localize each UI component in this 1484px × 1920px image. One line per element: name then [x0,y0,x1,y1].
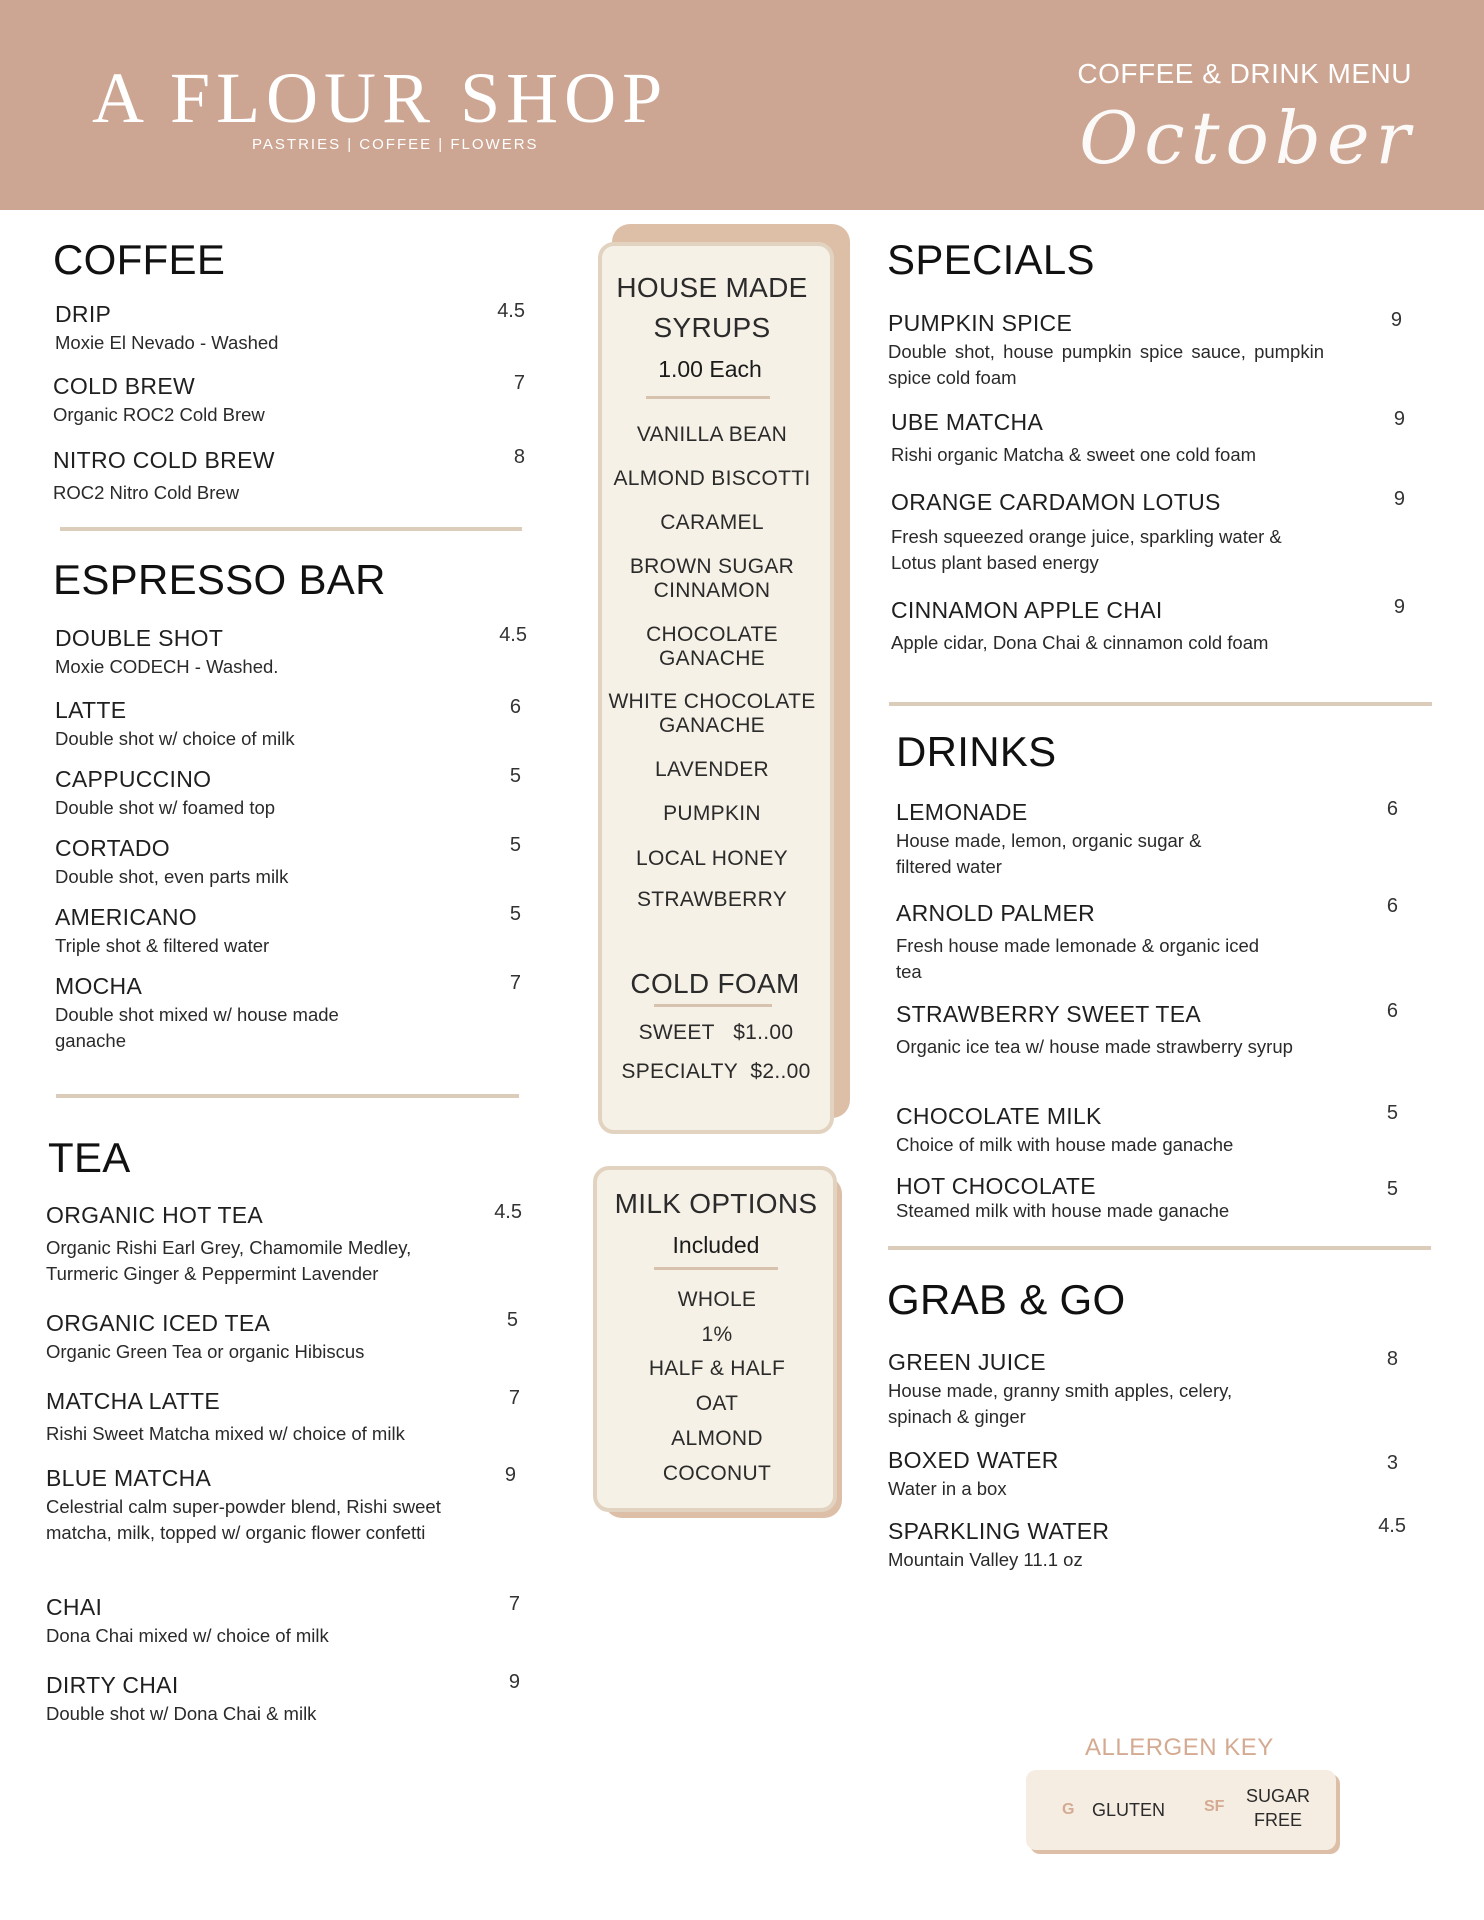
menu-item [55,972,521,1054]
item-price: 6 [1386,798,1398,820]
item-price: 6 [1386,1000,1398,1022]
item-name: CORTADO [55,835,170,861]
item-name: LEMONADE [896,799,1028,825]
item-description: Organic Green Tea or organic Hibiscus [46,1341,365,1362]
menu-month: October [1079,96,1416,180]
item-description: Mountain Valley 11.1 oz [888,1549,1083,1570]
menu-item [888,1348,1398,1430]
milk-rule [654,1267,778,1270]
section-title-drinks: DRINKS [896,728,1057,775]
section-title-tea: TEA [48,1134,131,1181]
milk-option: ALMOND [671,1427,763,1450]
menu-item [891,488,1405,576]
menu-item [53,372,525,428]
sugar-free-code: SF [1204,1798,1225,1815]
item-name: SPARKLING WATER [888,1518,1110,1544]
item-description: Fresh squeezed orange juice, sparkling water & Lotus plant based energy [891,526,1282,573]
item-description: Double shot, house pumpkin spice sauce, pumpkin spice cold foam [888,341,1324,388]
item-name: GREEN JUICE [888,1349,1046,1375]
section-title-grab-go: GRAB & GO [887,1276,1126,1323]
item-description: Moxie El Nevado - Washed [55,332,279,353]
syrup-option: ALMOND BISCOTTI [613,467,811,490]
menu-item [888,309,1402,391]
item-price: 9 [1390,309,1402,331]
cold-foam-option [600,1060,832,1084]
milk-option: WHOLE [677,1288,757,1311]
menu-item [888,1446,1398,1502]
menu-item [53,446,525,506]
cold-foam-title: COLD FOAM [630,968,800,999]
item-description: Double shot mixed w/ house made ganache [55,1004,339,1051]
item-description: Double shot w/ foamed top [55,797,276,818]
section-title-specials: SPECIALS [887,236,1095,283]
section-divider [888,1246,1431,1250]
section-divider [889,702,1432,706]
item-description: Water in a box [888,1478,1007,1499]
sugar-free-label-line2: FREE [1253,1810,1302,1830]
item-name: CHOCOLATE MILK [896,1103,1102,1129]
syrup-option: LOCAL HONEY [636,847,788,870]
item-price: 9 [1393,596,1405,618]
shop-tagline: PASTRIES | COFFEE | FLOWERS [252,136,539,153]
item-description: Double shot, even parts milk [55,866,289,887]
item-name: DRIP [55,301,112,327]
item-description: Double shot w/ Dona Chai & milk [46,1703,317,1724]
item-description: House made, granny smith apples, celery, spinach & ginger [888,1380,1233,1427]
item-name: UBE MATCHA [891,409,1044,435]
gluten-label: GLUTEN [1092,1800,1166,1820]
item-price: 9 [1393,408,1405,430]
item-price: 4.5 [1378,1515,1406,1537]
item-price: 4.5 [497,300,525,322]
menu-item [46,1387,520,1447]
menu-item [888,1517,1406,1573]
menu-item [896,1000,1398,1060]
item-price: 9 [1393,488,1405,510]
item-name: CINNAMON APPLE CHAI [891,597,1163,623]
item-price: 6 [509,696,521,718]
section-divider [56,1094,519,1098]
item-price: 7 [513,372,525,394]
item-name: HOT CHOCOLATE [896,1173,1096,1199]
item-price: 8 [1386,1348,1398,1370]
item-price: 4.5 [494,1201,522,1223]
cold-foam-price: $2..00 [750,1060,811,1083]
item-price: 5 [1386,1178,1398,1200]
syrup-option: STRAWBERRY [636,888,788,911]
syrup-option: BROWN SUGAR CINNAMON [629,555,795,602]
menu-item [46,1593,520,1649]
item-price: 5 [509,765,521,787]
item-name: CAPPUCCINO [55,766,212,792]
section-divider [60,527,522,531]
item-description: Steamed milk with house made ganache [896,1200,1230,1221]
item-price: 3 [1386,1452,1398,1474]
menu-item [55,834,521,890]
milk-subtitle: Included [672,1232,760,1258]
item-description: Moxie CODECH - Washed. [55,656,279,677]
item-price: 5 [506,1309,518,1331]
milk-option: OAT [695,1392,739,1415]
sugar-free-label-line1: SUGAR [1245,1786,1310,1806]
item-price: 6 [1386,895,1398,917]
menu-item [55,903,521,959]
syrup-option: VANILLA BEAN [636,423,788,446]
item-name: ORGANIC HOT TEA [46,1202,264,1228]
item-price: 5 [1386,1102,1398,1124]
item-description: Organic ice tea w/ house made strawberry syrup [896,1036,1293,1057]
menu-item [896,1102,1398,1158]
syrup-price: 1.00 Each [658,356,762,382]
item-price: 7 [508,1593,520,1615]
menu-item [46,1464,516,1546]
item-price: 8 [513,446,525,468]
item-description: Choice of milk with house made ganache [896,1134,1234,1155]
item-price: 9 [508,1671,520,1693]
syrup-option: PUMPKIN [663,802,761,825]
syrup-option: WHITE CHOCOLATE GANACHE [608,690,816,737]
item-price: 7 [508,1387,520,1409]
item-name: ORGANIC ICED TEA [46,1310,271,1336]
syrup-option: LAVENDER [654,758,770,781]
item-name: COLD BREW [53,373,195,399]
item-description: Rishi Sweet Matcha mixed w/ choice of milk [46,1423,405,1444]
item-name: MATCHA LATTE [46,1388,220,1414]
milk-option: 1% [701,1323,733,1346]
menu-item [46,1309,518,1365]
item-name: DOUBLE SHOT [55,625,224,651]
milk-option: COCONUT [662,1462,772,1485]
item-name: CHAI [46,1594,103,1620]
menu-item [46,1201,522,1287]
syrup-option: CHOCOLATE GANACHE [646,623,778,670]
item-price: 7 [509,972,521,994]
item-name: MOCHA [55,973,143,999]
sugar-free-label [1236,1784,1320,1832]
item-name: BLUE MATCHA [46,1465,212,1491]
item-description: Organic ROC2 Cold Brew [53,404,265,425]
section-title-coffee: COFFEE [53,236,226,283]
menu-item [891,408,1405,468]
item-description: Triple shot & filtered water [55,935,270,956]
item-description: Dona Chai mixed w/ choice of milk [46,1625,329,1646]
menu-item [896,1172,1398,1224]
menu-item [55,765,521,821]
item-description: Celestrial calm super-powder blend, Rishi sweet matcha, milk, topped w/ organic flower confetti [46,1496,441,1543]
syrup-option: CARAMEL [660,511,764,534]
item-price: 4.5 [499,624,527,646]
item-price: 5 [509,834,521,856]
menu-item [46,1671,520,1727]
syrup-title-line2: SYRUPS [653,312,771,343]
item-price: 5 [509,903,521,925]
menu-item [55,696,521,752]
item-name: ARNOLD PALMER [896,900,1096,926]
item-description: ROC2 Nitro Cold Brew [53,482,240,503]
allergen-title: ALLERGEN KEY [1085,1734,1274,1761]
cold-foam-option [600,1021,832,1045]
menu-item [896,895,1398,985]
item-name: DIRTY CHAI [46,1672,179,1698]
milk-option: HALF & HALF [648,1357,786,1380]
shop-logo: A FLOUR SHOP [92,58,669,138]
menu-item [891,596,1405,656]
item-description: Fresh house made lemonade & organic iced tea [896,935,1260,982]
item-name: BOXED WATER [888,1447,1059,1473]
item-description: House made, lemon, organic sugar & filtered water [896,830,1202,877]
syrup-rule [646,396,770,399]
menu-title: COFFEE & DRINK MENU [1077,58,1412,89]
section-title-espresso: ESPRESSO BAR [53,556,386,603]
item-description: Double shot w/ choice of milk [55,728,295,749]
cold-foam-name: SPECIALTY [621,1060,739,1083]
item-price: 9 [504,1464,516,1486]
milk-title: MILK OPTIONS [614,1188,818,1219]
gluten-code: G [1062,1801,1075,1818]
item-name: LATTE [55,697,127,723]
item-name: AMERICANO [55,904,197,930]
cold-foam-name: SWEET [638,1021,715,1044]
menu-item [55,300,525,356]
item-name: ORANGE CARDAMON LOTUS [891,489,1221,515]
item-description: Rishi organic Matcha & sweet one cold foam [891,444,1257,465]
menu-item [896,798,1398,880]
menu-item [55,624,527,680]
item-name: NITRO COLD BREW [53,447,275,473]
item-name: STRAWBERRY SWEET TEA [896,1001,1202,1027]
syrup-title: HOUSE MADE [616,272,808,303]
item-description: Apple cidar, Dona Chai & cinnamon cold foam [891,632,1269,653]
item-name: PUMPKIN SPICE [888,310,1073,336]
cold-foam-rule [654,1004,772,1007]
item-description: Organic Rishi Earl Grey, Chamomile Medley, Turmeric Ginger & Peppermint Lavender [46,1237,412,1284]
cold-foam-price: $1..00 [733,1021,794,1044]
